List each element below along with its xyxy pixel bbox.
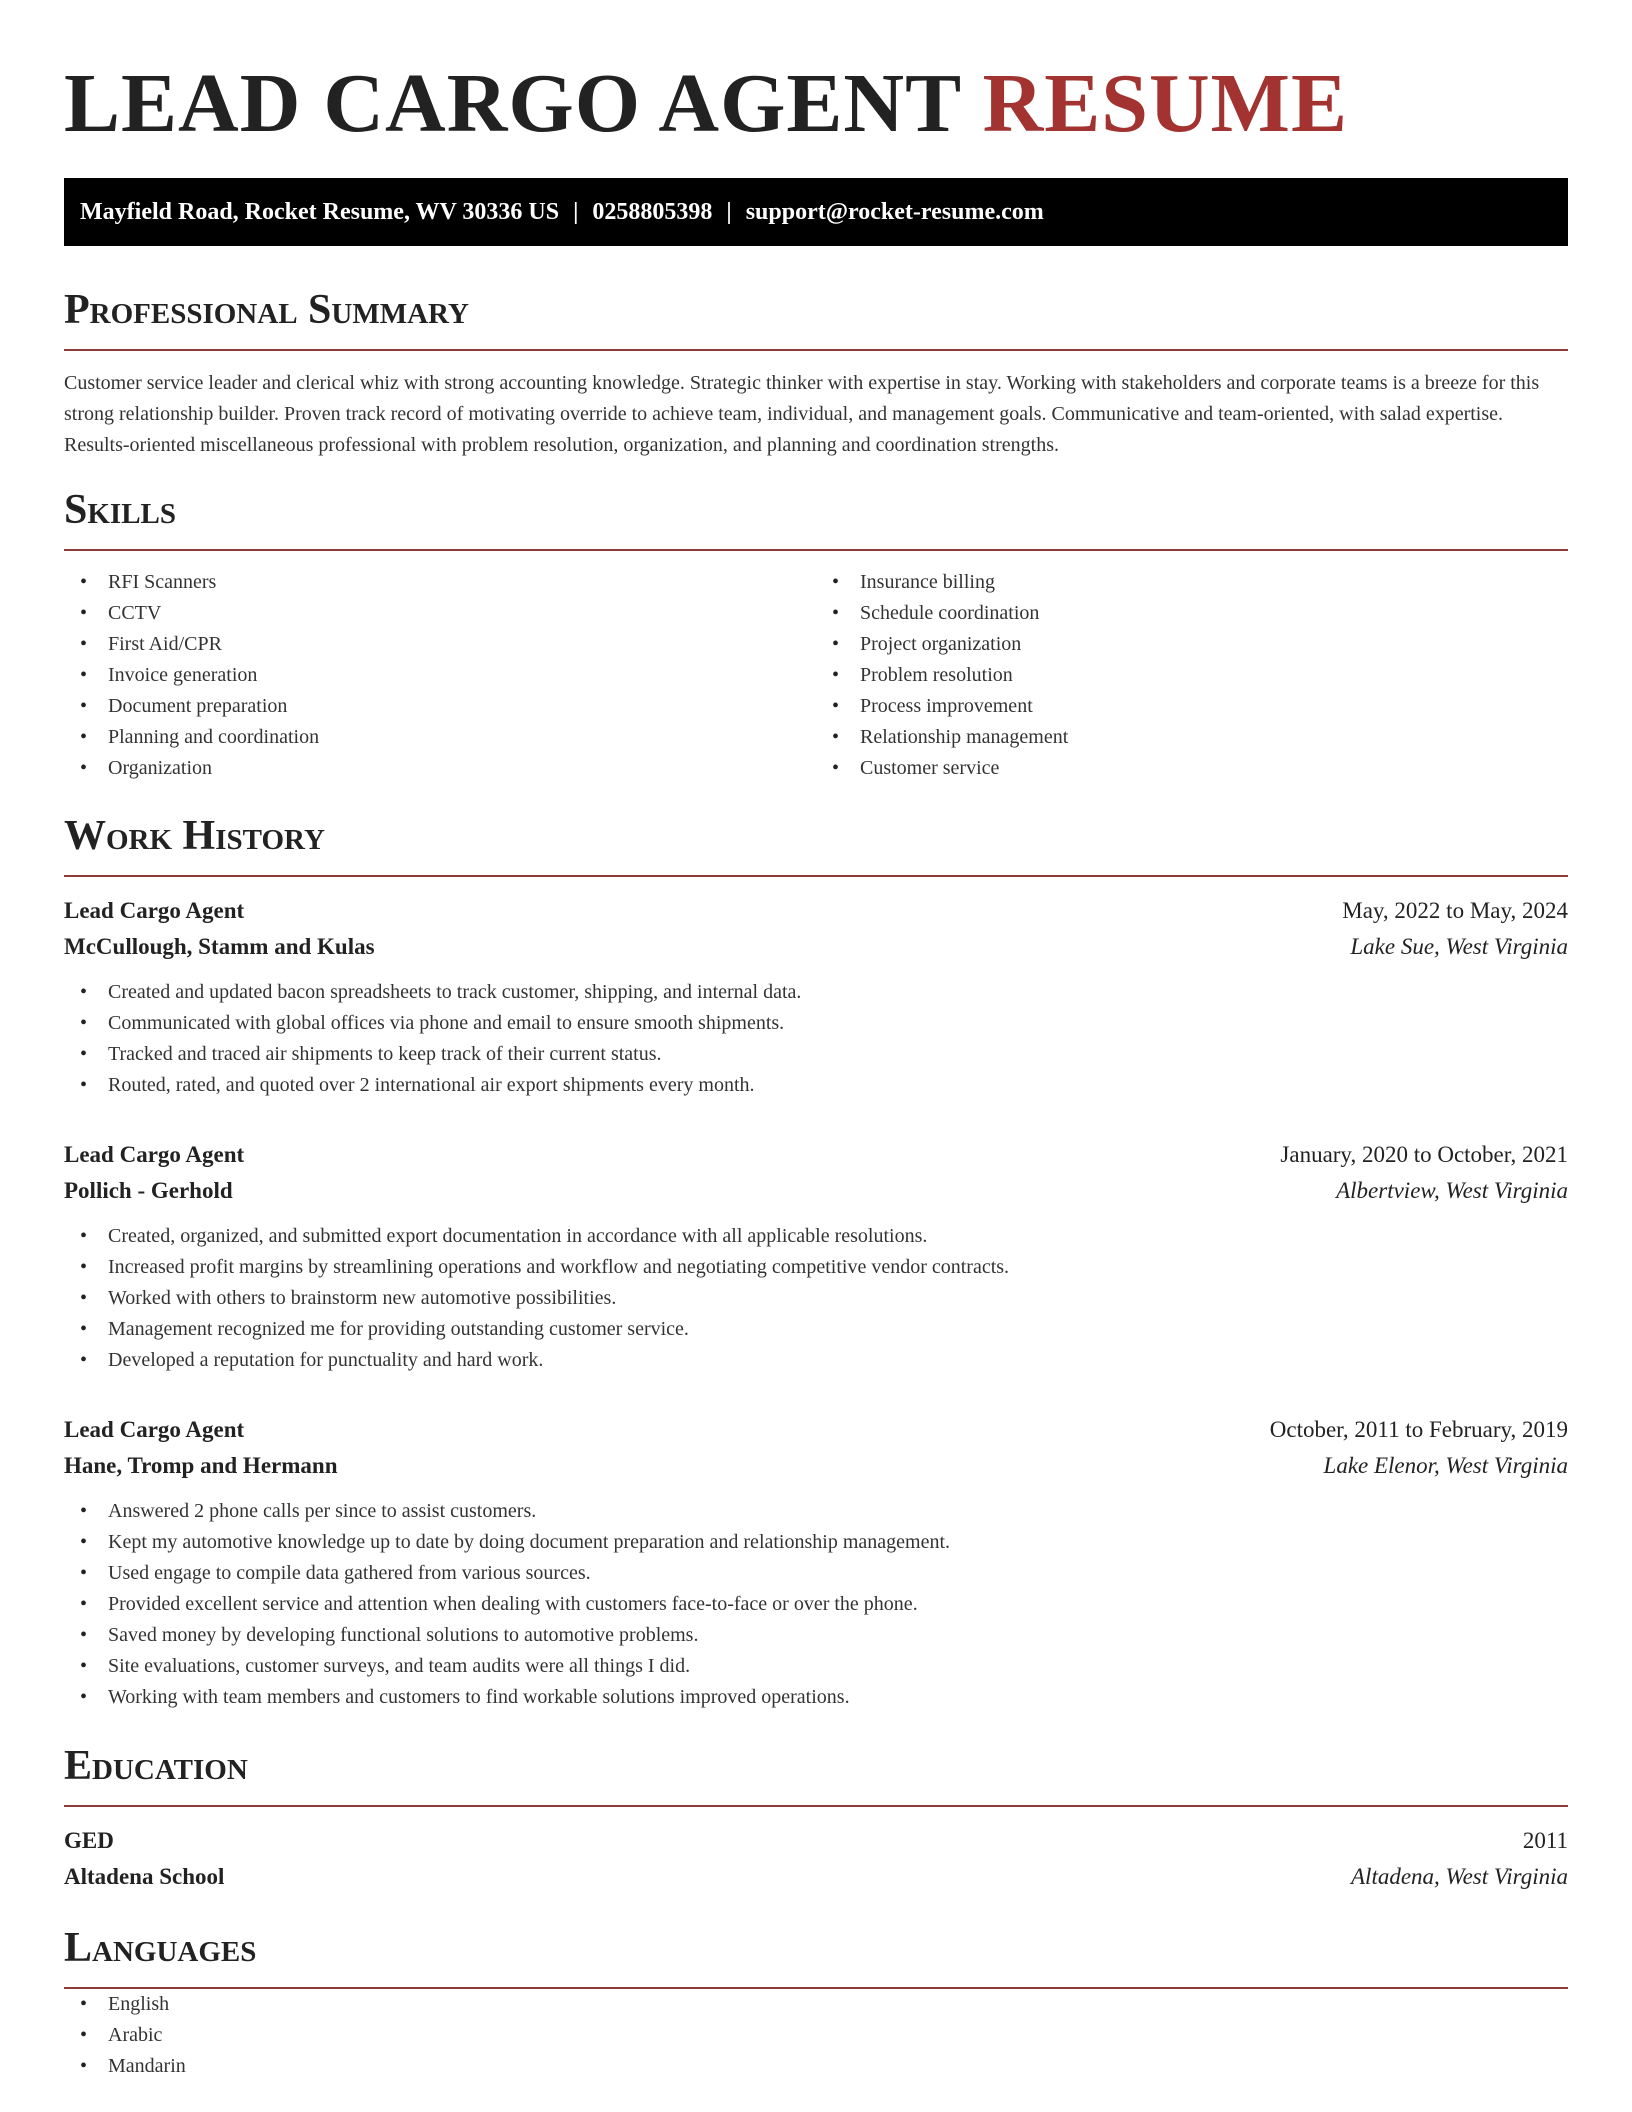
job-entry — [64, 1412, 1568, 1713]
job-bullet: • Saved money by developing functional solutions to automotive problems. — [64, 1620, 1568, 1651]
title-main: LEAD CARGO AGENT — [64, 57, 961, 150]
education-location: Altadena, West Virginia — [1351, 1864, 1568, 1889]
job-title-row — [64, 1137, 1568, 1173]
job-title: Lead Cargo Agent — [64, 1417, 245, 1442]
section-heading-summary: Professional Summary — [64, 287, 469, 333]
skill-item: • Problem resolution — [816, 660, 1568, 691]
job-location: Albertview, West Virginia — [1336, 1178, 1568, 1203]
job-bullet: • Management recognized me for providing outstanding customer service. — [64, 1314, 1568, 1345]
skill-item: • Document preparation — [64, 691, 816, 722]
job-bullet: • Kept my automotive knowledge up to date by doing document preparation and relationship management. — [64, 1527, 1568, 1558]
skill-item: • Insurance billing — [816, 567, 1568, 598]
job-bullet: • Site evaluations, customer surveys, and team audits were all things I did. — [64, 1651, 1568, 1682]
skill-item: • Organization — [64, 753, 816, 784]
language-item: • Arabic — [64, 2020, 1568, 2051]
skill-item: • Process improvement — [816, 691, 1568, 722]
contact-address: Mayfield Road, Rocket Resume, WV 30336 US — [80, 198, 560, 225]
job-company-row — [64, 1173, 1568, 1209]
job-bullet: • Increased profit margins by streamlining operations and workflow and negotiating competitive vendor contracts. — [64, 1252, 1568, 1283]
job-bullet: • Communicated with global offices via phone and email to ensure smooth shipments. — [64, 1008, 1568, 1039]
skill-item: • Schedule coordination — [816, 598, 1568, 629]
languages-list — [64, 1989, 1568, 2082]
work-history-section — [64, 812, 1568, 1713]
resume-title — [64, 0, 1568, 152]
job-bullet: • Answered 2 phone calls per since to assist customers. — [64, 1496, 1568, 1527]
section-heading-work: Work History — [64, 813, 325, 859]
section-heading-education: Education — [64, 1743, 248, 1789]
title-accent: RESUME — [982, 57, 1348, 150]
skill-item: • Planning and coordination — [64, 722, 816, 753]
professional-summary-section — [64, 286, 1568, 461]
job-entry — [64, 893, 1568, 1101]
job-bullet: • Created, organized, and submitted export documentation in accordance with all applicable resolutions. — [64, 1221, 1568, 1252]
skill-item: • Project organization — [816, 629, 1568, 660]
education-section — [64, 1742, 1568, 1895]
job-bullet: • Created and updated bacon spreadsheets to track customer, shipping, and internal data. — [64, 977, 1568, 1008]
job-dates: January, 2020 to October, 2021 — [1280, 1142, 1568, 1167]
contact-separator: | — [726, 198, 732, 225]
language-item: • English — [64, 1989, 1568, 2020]
education-degree-row — [64, 1823, 1568, 1859]
skill-item: • CCTV — [64, 598, 816, 629]
job-location: Lake Sue, West Virginia — [1350, 934, 1568, 959]
skill-item: • Invoice generation — [64, 660, 816, 691]
job-dates: October, 2011 to February, 2019 — [1269, 1417, 1568, 1442]
job-company-row — [64, 929, 1568, 965]
contact-bar — [64, 178, 1568, 246]
education-school-row — [64, 1859, 1568, 1895]
education-school: Altadena School — [64, 1864, 225, 1889]
skills-section — [64, 486, 1568, 784]
section-divider — [64, 549, 1568, 551]
job-title: Lead Cargo Agent — [64, 898, 245, 923]
skill-item: • First Aid/CPR — [64, 629, 816, 660]
skill-item: • RFI Scanners — [64, 567, 816, 598]
job-dates: May, 2022 to May, 2024 — [1342, 898, 1568, 923]
job-title-row — [64, 1412, 1568, 1448]
contact-separator: | — [573, 198, 579, 225]
job-bullet: • Provided excellent service and attention when dealing with customers face-to-face or over the phone. — [64, 1589, 1568, 1620]
contact-email[interactable]: support@rocket-resume.com — [745, 198, 1044, 225]
job-bullet: • Developed a reputation for punctuality and hard work. — [64, 1345, 1568, 1376]
job-company: Pollich - Gerhold — [64, 1178, 233, 1203]
section-divider — [64, 1805, 1568, 1807]
languages-section — [64, 1924, 1568, 2082]
summary-text: Customer service leader and clerical whiz with strong accounting knowledge. Strategic thinker with expertise in stay. Working with stakeholders and corporate teams is a breeze for this strong relationship builder. Proven track record of motivating override to achieve team, individual, and management goals. Communicative and team-oriented, with salad expertise. Results-oriented miscellaneous professional with problem resolution, organization, and planning and coordination strengths. — [64, 372, 1540, 456]
job-bullet: • Tracked and traced air shipments to keep track of their current status. — [64, 1039, 1568, 1070]
job-bullet: • Working with team members and customers to find workable solutions improved operations. — [64, 1682, 1568, 1713]
section-heading-languages: Languages — [64, 1925, 257, 1971]
education-entry — [64, 1823, 1568, 1895]
section-divider — [64, 349, 1568, 351]
language-item: • Mandarin — [64, 2051, 1568, 2082]
skills-grid — [64, 567, 1568, 784]
job-bullet: • Routed, rated, and quoted over 2 international air export shipments every month. — [64, 1070, 1568, 1101]
job-company: McCullough, Stamm and Kulas — [64, 934, 375, 959]
job-bullet-list — [64, 977, 1568, 1101]
job-bullet-list — [64, 1496, 1568, 1713]
job-title-row — [64, 893, 1568, 929]
job-bullet-list — [64, 1221, 1568, 1376]
skills-list-left — [64, 567, 816, 784]
job-title: Lead Cargo Agent — [64, 1142, 245, 1167]
section-divider — [64, 875, 1568, 877]
skill-item: • Relationship management — [816, 722, 1568, 753]
job-bullet: • Worked with others to brainstorm new automotive possibilities. — [64, 1283, 1568, 1314]
section-heading-skills: Skills — [64, 487, 177, 533]
job-entry — [64, 1137, 1568, 1376]
job-bullet: • Used engage to compile data gathered from various sources. — [64, 1558, 1568, 1589]
job-company: Hane, Tromp and Hermann — [64, 1453, 338, 1478]
job-company-row — [64, 1448, 1568, 1484]
education-year: 2011 — [1522, 1828, 1568, 1853]
skills-list-right — [816, 567, 1568, 784]
job-location: Lake Elenor, West Virginia — [1323, 1453, 1568, 1478]
skill-item: • Customer service — [816, 753, 1568, 784]
contact-phone[interactable]: 0258805398 — [592, 198, 713, 225]
education-degree: GED — [64, 1828, 114, 1853]
